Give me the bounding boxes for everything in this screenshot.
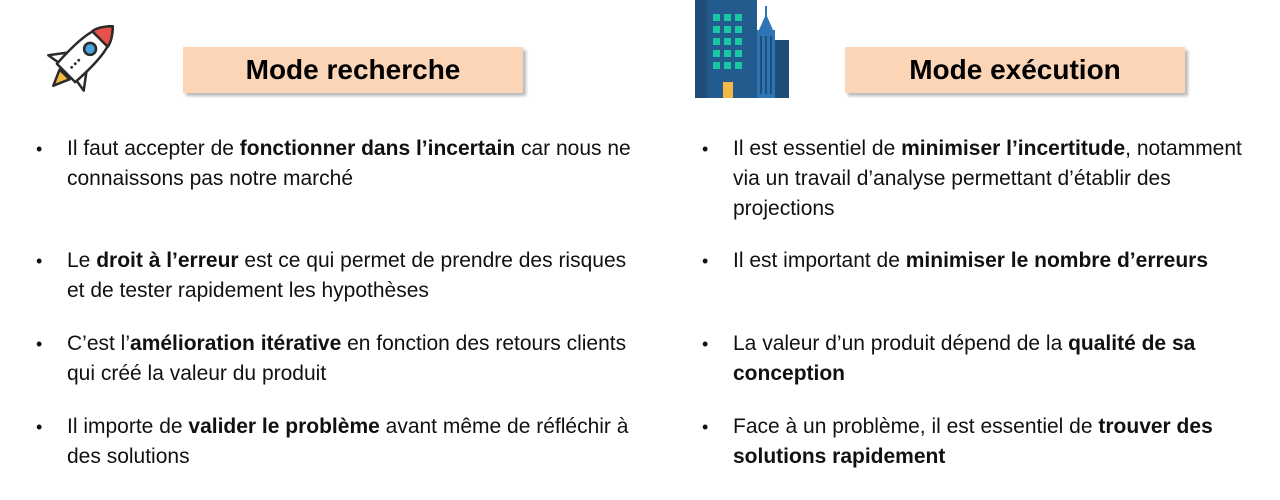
list-item-text: Face à un problème, il est essentiel de trouver des solutions rapidement — [733, 415, 1213, 468]
list-item-text: Le droit à l’erreur est ce qui permet de prendre des risques et de tester rapidement les hypothèses — [67, 249, 627, 302]
bullet-dot: • — [36, 251, 43, 271]
bullet-dot: • — [702, 417, 709, 437]
buildings-icon — [693, 0, 795, 98]
rocket-icon — [38, 12, 128, 100]
list-item — [36, 412, 636, 472]
list-item — [702, 246, 1272, 276]
list-item-text: C’est l’amélioration itérative en fonction des retours clients qui créé la valeur du produit — [67, 332, 627, 385]
execution-mode-title: Mode exécution — [845, 47, 1185, 93]
list-item — [36, 246, 636, 306]
list-item — [702, 329, 1272, 389]
list-item-text: Il est important de minimiser le nombre d’erreurs — [733, 249, 1209, 272]
list-item-text: Il faut accepter de fonctionner dans l’incertain car nous ne connaissons pas notre marché — [67, 137, 631, 190]
list-item — [36, 329, 636, 389]
list-item-text: Il importe de valider le problème avant même de réfléchir à des solutions — [67, 415, 629, 468]
execution-mode-column — [640, 0, 1280, 500]
bullet-dot: • — [702, 251, 709, 271]
bullet-dot: • — [702, 334, 709, 354]
list-item — [36, 134, 636, 194]
bullet-dot: • — [36, 334, 43, 354]
bullet-dot: • — [36, 139, 43, 159]
list-item-text: Il est essentiel de minimiser l’incertitude, notamment via un travail d’analyse permettant d’établir des projections — [733, 137, 1242, 220]
list-item-text: La valeur d’un produit dépend de la qualité de sa conception — [733, 332, 1196, 385]
list-item — [702, 134, 1272, 224]
bullet-dot: • — [702, 139, 709, 159]
list-item — [702, 412, 1272, 472]
bullet-dot: • — [36, 417, 43, 437]
research-mode-title: Mode recherche — [183, 47, 523, 93]
